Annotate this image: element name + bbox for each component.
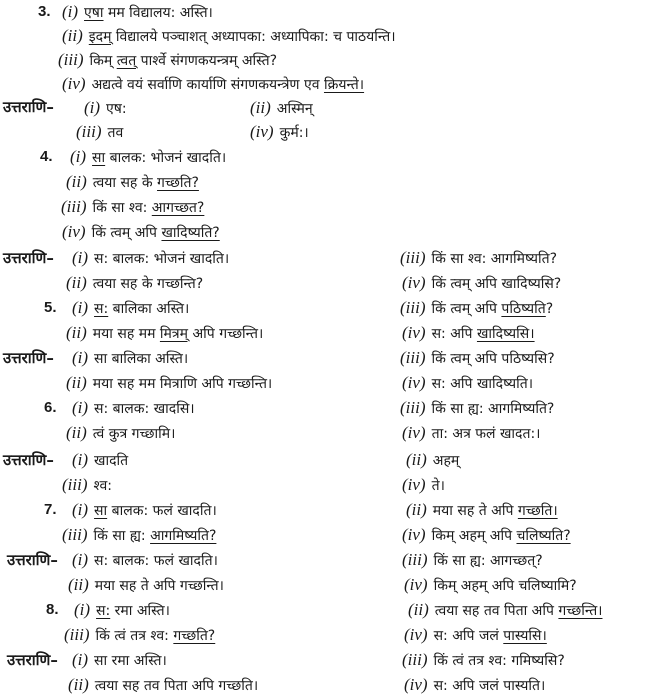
underlined-word: गच्छति? — [157, 175, 199, 191]
q4-item-iii — [61, 195, 204, 219]
q5-answer-iii — [400, 346, 555, 370]
roman-numeral: (iii) — [402, 550, 428, 569]
text: अद्यत्वे वयं सर्वाणि कार्याणि संगणकयन्त्रेण एव — [91, 77, 324, 93]
roman-numeral: (iii) — [400, 248, 426, 267]
text: मया सह ते अपि — [432, 503, 518, 519]
roman-numeral: (ii) — [66, 172, 87, 191]
text: त्वया सह तव पिता अपि गच्छति। — [94, 678, 259, 694]
q8-item-ii — [408, 598, 602, 622]
question-number-4: 4. — [40, 148, 53, 165]
text: मया सह मम मित्राणि अपि गच्छन्ति। — [92, 376, 273, 392]
text: किं सा श्व: — [92, 200, 152, 216]
underlined-word: सा — [92, 150, 106, 166]
text: बालिका अस्ति। — [108, 301, 190, 317]
underlined-word: गच्छति। — [517, 503, 558, 519]
text: रमा अस्ति। — [110, 603, 170, 619]
text: अपि गच्छन्ति। — [188, 326, 264, 342]
q8-item-iii — [64, 623, 215, 647]
roman-numeral: (ii) — [66, 273, 87, 292]
roman-numeral: (iii) — [400, 298, 426, 317]
q5-item-iv — [402, 321, 535, 345]
text: किं त्वम् अपि — [431, 301, 502, 317]
underlined-word: इदम् — [88, 29, 112, 45]
text: अस्मिन् — [276, 101, 313, 117]
q4-item-i — [70, 145, 226, 169]
text: स: अपि जलं — [433, 628, 504, 644]
text: त्वया सह के — [92, 175, 158, 191]
answers-label: उत्तराणि– — [7, 551, 58, 569]
question-number-5: 5. — [44, 299, 57, 316]
text: ता: अत्र फलं खादत:। — [431, 426, 541, 442]
underlined-word: स: — [96, 603, 111, 619]
answers-label: उत्तराणि– — [3, 349, 54, 367]
text: किं त्वं तत्र श्व: — [95, 628, 174, 644]
roman-numeral: (iv) — [62, 74, 86, 93]
answers-label: उत्तराणि– — [3, 98, 54, 116]
roman-numeral: (i) — [84, 98, 101, 117]
roman-numeral: (ii) — [68, 675, 89, 694]
q6-answer-iii — [62, 473, 112, 497]
text: किम् — [89, 53, 117, 69]
text: श्व: — [93, 478, 112, 494]
q8-answer-ii — [68, 673, 258, 697]
roman-numeral: (iv) — [402, 525, 426, 544]
roman-numeral: (ii) — [68, 575, 89, 594]
text: किम् अहम् अपि — [431, 528, 517, 544]
roman-numeral: (ii) — [66, 373, 87, 392]
q8-item-iv — [404, 623, 547, 647]
text: मया सह मम — [92, 326, 160, 342]
q6-item-iii — [400, 396, 554, 420]
text: स: अपि — [431, 326, 477, 342]
q4-item-ii — [66, 170, 199, 194]
q8-answer-iii — [402, 648, 565, 672]
q5-answer-ii — [66, 371, 272, 395]
roman-numeral: (iv) — [402, 323, 426, 342]
q6-item-ii — [66, 421, 175, 445]
underlined-word: आगच्छत? — [151, 200, 205, 216]
roman-numeral: (iii) — [61, 197, 87, 216]
q3-answer-i — [84, 96, 127, 120]
text: ? — [545, 301, 554, 317]
q3-item-iii — [58, 48, 277, 72]
underlined-word: चलिष्यति? — [516, 528, 571, 544]
text: त्वया सह के गच्छन्ति? — [92, 276, 204, 292]
q4-answer-iv — [402, 271, 561, 295]
text: सा बालिका अस्ति। — [94, 351, 189, 367]
roman-numeral: (ii) — [62, 26, 83, 45]
q7-item-i — [72, 498, 217, 522]
underlined-word: आगमिष्यति? — [150, 528, 217, 544]
text: पार्श्वे संगणकयन्त्रम् अस्ति? — [136, 53, 278, 69]
text: तव — [107, 125, 124, 141]
underlined-word: क्रियन्ते। — [323, 77, 365, 93]
roman-numeral: (iv) — [402, 423, 426, 442]
underlined-word: पठिष्यति — [501, 301, 546, 317]
text: त्वं कुत्र गच्छामि। — [92, 426, 176, 442]
q7-answer-i — [72, 548, 218, 572]
q3-item-ii — [62, 24, 396, 48]
q3-item-iv — [62, 72, 364, 96]
text: स: अपि खादिष्यति। — [431, 376, 534, 392]
answers-label: उत्तराणि– — [3, 451, 54, 469]
q5-item-ii — [66, 321, 263, 345]
roman-numeral: (iv) — [404, 675, 428, 694]
text: स: बालक: भोजनं खादति। — [94, 251, 230, 267]
roman-numeral: (iv) — [62, 222, 86, 241]
text: सा रमा अस्ति। — [94, 653, 167, 669]
q7-item-ii — [406, 498, 558, 522]
roman-numeral: (i) — [72, 650, 89, 669]
roman-numeral: (i) — [74, 600, 91, 619]
text: त्वया सह तव पिता अपि — [434, 603, 559, 619]
q6-answer-iv — [402, 473, 445, 497]
roman-numeral: (i) — [72, 248, 89, 267]
q6-answer-ii — [406, 448, 459, 472]
roman-numeral: (i) — [72, 500, 89, 519]
q5-item-i — [72, 296, 189, 320]
text: खादति — [94, 453, 129, 469]
text: ते। — [431, 478, 445, 494]
roman-numeral: (iii) — [62, 525, 88, 544]
question-number-7: 7. — [44, 501, 57, 518]
text: किं सा ह्य: आगमिष्यति? — [431, 401, 555, 417]
roman-numeral: (i) — [72, 450, 89, 469]
q6-item-i — [72, 396, 195, 420]
roman-numeral: (iii) — [400, 398, 426, 417]
q8-answer-i — [72, 648, 167, 672]
q3-answer-iv — [250, 120, 309, 144]
roman-numeral: (ii) — [66, 423, 87, 442]
q4-answer-i — [72, 246, 229, 270]
underlined-word: खादिष्यति? — [161, 225, 220, 241]
text: किं त्वम् अपि — [91, 225, 162, 241]
roman-numeral: (iii) — [64, 625, 90, 644]
roman-numeral: (i) — [72, 348, 89, 367]
q6-answer-i — [72, 448, 128, 472]
q7-answer-iii — [402, 548, 543, 572]
roman-numeral: (iv) — [404, 575, 428, 594]
q7-answer-ii — [68, 573, 224, 597]
text: किं सा श्व: आगमिष्यति? — [431, 251, 558, 267]
q6-item-iv — [402, 421, 541, 445]
text: बालक: भोजनं खादति। — [105, 150, 227, 166]
underlined-word: गच्छति? — [173, 628, 216, 644]
q4-item-iv — [62, 220, 220, 244]
text: बालक: फलं खादति। — [107, 503, 217, 519]
text: किं त्वं तत्र श्व: गमिष्यसि? — [433, 653, 565, 669]
underlined-word: स: — [94, 301, 109, 317]
q3-answer-iii — [76, 120, 123, 144]
answers-label: उत्तराणि– — [7, 651, 58, 669]
q7-item-iii — [62, 523, 216, 547]
roman-numeral: (i) — [70, 147, 87, 166]
underlined-word: मित्रम् — [159, 326, 189, 342]
roman-numeral: (ii) — [250, 98, 271, 117]
underlined-word: पास्यसि। — [503, 628, 547, 644]
text: किम् अहम् अपि चलिष्यामि? — [433, 578, 577, 594]
underlined-word: सा — [94, 503, 108, 519]
roman-numeral: (iii) — [76, 122, 102, 141]
text: विद्यालये पञ्चाशत् अध्यापका: अध्यापिका: च पाठयन्ति। — [111, 29, 396, 45]
text: किं सा ह्य: — [93, 528, 151, 544]
roman-numeral: (iv) — [402, 475, 426, 494]
roman-numeral: (iii) — [58, 50, 84, 69]
roman-numeral: (iv) — [404, 625, 428, 644]
text: किं त्वम् अपि खादिष्यसि? — [431, 276, 562, 292]
roman-numeral: (iv) — [402, 273, 426, 292]
q7-answer-iv — [404, 573, 577, 597]
q8-answer-iv — [404, 673, 545, 697]
roman-numeral: (iv) — [250, 122, 274, 141]
q4-answer-ii — [66, 271, 203, 295]
text: किं सा ह्य: आगच्छत्? — [433, 553, 543, 569]
text: स: बालक: फलं खादति। — [94, 553, 218, 569]
text: किं त्वम् अपि पठिष्यसि? — [431, 351, 555, 367]
q3-answer-ii — [250, 96, 313, 120]
roman-numeral: (i) — [72, 550, 89, 569]
text: मम विद्यालय: अस्ति। — [103, 5, 213, 21]
text: स: अपि जलं पास्यति। — [433, 678, 546, 694]
question-number-8: 8. — [46, 601, 59, 618]
q3-item-i — [62, 0, 213, 24]
underlined-word: खादिष्यसि। — [476, 326, 535, 342]
roman-numeral: (iii) — [402, 650, 428, 669]
text: अहम् — [432, 453, 460, 469]
roman-numeral: (ii) — [408, 600, 429, 619]
q5-answer-iv — [402, 371, 533, 395]
q5-answer-i — [72, 346, 188, 370]
roman-numeral: (ii) — [406, 450, 427, 469]
q5-item-iii — [400, 296, 553, 320]
roman-numeral: (iv) — [402, 373, 426, 392]
roman-numeral: (i) — [62, 2, 79, 21]
roman-numeral: (iii) — [62, 475, 88, 494]
text: मया सह ते अपि गच्छन्ति। — [94, 578, 224, 594]
text: एष: — [106, 101, 127, 117]
roman-numeral: (iii) — [400, 348, 426, 367]
text: कुर्म:। — [279, 125, 309, 141]
answers-label: उत्तराणि– — [3, 249, 54, 267]
roman-numeral: (ii) — [406, 500, 427, 519]
text: स: बालक: खादसि। — [94, 401, 195, 417]
underlined-word: गच्छन्ति। — [558, 603, 603, 619]
roman-numeral: (i) — [72, 398, 89, 417]
roman-numeral: (ii) — [66, 323, 87, 342]
q7-item-iv — [402, 523, 571, 547]
question-number-3: 3. — [38, 3, 51, 20]
underlined-word: त्वत् — [116, 53, 137, 69]
q8-item-i — [74, 598, 170, 622]
roman-numeral: (i) — [72, 298, 89, 317]
question-number-6: 6. — [44, 399, 57, 416]
underlined-word: एषा — [84, 5, 104, 21]
q4-answer-iii — [400, 246, 557, 270]
